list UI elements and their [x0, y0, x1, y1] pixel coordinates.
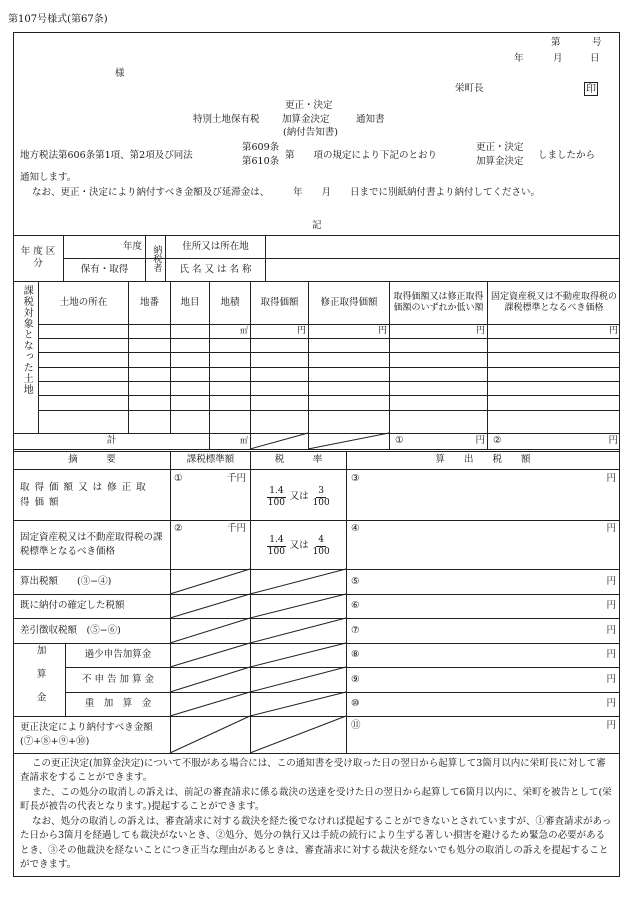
calc-row2-label: 固定資産税又は不動産取得税の課税標準となるべき価格 [20, 532, 163, 557]
land-total-unit-sqm: ㎡ [240, 436, 248, 446]
land-header-assessed-value: 固定資産税又は不動産取得税の課税標準となるべき価格 [490, 291, 617, 313]
nendo-field: 年度 [122, 240, 142, 252]
calc-row-computed-unit: 円 [606, 575, 616, 587]
note-lawsuit: また、この処分の取消しの訴えは、前記の審査請求に係る裁決の送達を受けた日の翌日から起算して6箇月以内に、栄町を被告として(栄町長が被告の代表となります。)提起することができます。 [20, 787, 612, 813]
kasan-kasho-unit: 円 [606, 649, 616, 661]
nendo-kubun-label: 年 度 区 分 [20, 245, 56, 269]
date-day: 日 [590, 53, 600, 64]
calc-row-net-label: 差引徴収税額 (⑤−⑥) [20, 624, 121, 636]
kasan-ju-num: ⑩ [351, 698, 360, 710]
intro-basis: 地方税法第606条第1項、第2項及び同法 [20, 150, 193, 161]
seal-mark: 印 [586, 84, 596, 95]
title-line3: (納付告知書) [283, 127, 338, 138]
calc-row2-result-num: ④ [351, 523, 360, 534]
land-total-yen-2: 円 [608, 435, 618, 447]
title-prefix: 特別土地保有税 [193, 114, 260, 125]
address-label: 住所又は所在地 [182, 240, 249, 252]
intro-sentence: なお、更正・決定により納付すべき金額及び延滞金は、 年 月 日までに別紙納付書より納付してください。 [32, 187, 541, 198]
land-unit-yen-3: 円 [475, 325, 485, 336]
land-total-label: 計 [106, 435, 117, 447]
name-label: 氏 名 又 は 名 称 [179, 263, 252, 275]
number-go: 号 [592, 37, 602, 48]
calc-row-net-unit: 円 [606, 624, 616, 636]
calc-diagonals [170, 569, 346, 753]
intro-mid: 第 項の規定により下記のとおり [285, 150, 438, 161]
calc-row-paid-label: 既に納付の確定した税額 [20, 600, 125, 612]
land-side-label: 課税対象となった土地 [21, 285, 33, 395]
land-total-diagonal-2 [308, 433, 389, 449]
calc-row-paid-unit: 円 [606, 600, 616, 612]
land-unit-yen-4: 円 [608, 325, 618, 336]
land-total-diagonal-1 [250, 433, 308, 449]
intro-option-kousei: 更正・決定 [476, 142, 524, 153]
calc-row-computed-num: ⑤ [351, 575, 360, 587]
calc-row1-result-unit: 円 [606, 473, 616, 484]
title-line1: 更正・決定 [285, 100, 333, 111]
kasan-label: 加算金 [34, 644, 46, 716]
intro-article-610: 第610条 [242, 156, 280, 167]
land-header-chiseki: 地積 [220, 296, 240, 308]
land-total-yen-1: 円 [475, 435, 485, 447]
land-unit-sqm: ㎡ [240, 326, 248, 336]
calc-row1-result-num: ③ [351, 473, 360, 484]
calc-row2-result-unit: 円 [606, 523, 616, 534]
land-header-corrected-price: 修正取得価額 [320, 296, 378, 308]
land-header-chiban: 地番 [139, 296, 159, 308]
calc-row1-label: 取 得 価 額 又 は 修 正 取 得 価 額 [20, 481, 147, 508]
hoyu-shutoku-field: 保有・取得 [80, 263, 129, 275]
land-header-lower-amount: 取得価額又は修正取得価額のいずれか低い額 [393, 291, 484, 313]
land-total-num-1: ① [395, 435, 404, 447]
calc-header-computed-tax: 算 出 税 額 [435, 454, 531, 466]
title-suffix: 通知書 [356, 114, 385, 125]
calc-row-paid-num: ⑥ [351, 600, 360, 612]
form-number: 第107号様式(第67条) [8, 14, 108, 25]
calc-final-label: 更正決定により納付すべき金額(⑦+⑧+⑨+⑩) [20, 722, 153, 747]
calc-row2-rate: $\frac{1.4}{100}$ 又は $\frac{4}{100}$ [267, 534, 330, 557]
date-month: 月 [553, 53, 563, 64]
intro-notify: 通知します。 [20, 172, 77, 183]
land-total-num-2: ② [493, 435, 502, 447]
calc-header-tax-base: 課税標準額 [186, 454, 235, 466]
note-exception: なお、処分の取消しの訴えは、審査請求に対する裁決を経た後でなければ提起することができないとされていますが、①審査請求があった日から3箇月を経過しても裁決がないとき、②処分、処分の執行又は手続の続行により生ずる著しい損害を避けるため緊急の必要があるとき、③その他裁決を経ないことにつき正当な理由があるときは、審査請求に対する裁決を経ないでも処分の取消しの訴えを提起することができます。 [20, 816, 612, 870]
land-unit-yen-2: 円 [377, 325, 387, 336]
calc-row-net-num: ⑦ [351, 624, 360, 636]
addressee-sama: 様 [115, 68, 125, 79]
kasan-kasho-label: 過少申告加算金 [84, 649, 152, 661]
intro-end: しましたから [538, 150, 596, 161]
calc-row2-unit: 千円 [226, 523, 246, 534]
kasan-fushinkoku-label: 不 申 告 加 算 金 [81, 673, 155, 685]
kasan-fushinkoku-num: ⑨ [351, 673, 360, 685]
kasan-kasho-num: ⑧ [351, 649, 360, 661]
intro-option-kasan: 加算金決定 [476, 156, 524, 167]
land-unit-yen-1: 円 [296, 325, 306, 336]
kasan-fushinkoku-unit: 円 [606, 673, 616, 685]
calc-row1-num: ① [174, 473, 183, 484]
kasan-ju-unit: 円 [606, 698, 616, 710]
calc-row1-rate: $\frac{1.4}{100}$ 又は $\frac{3}{100}$ [267, 485, 330, 508]
number-dai: 第 [551, 37, 561, 48]
land-header-location: 土地の所在 [59, 296, 108, 308]
taxpayer-label: 納税者 [151, 245, 162, 272]
calc-row-computed-label: 算出税額 (③−④) [20, 575, 112, 587]
date-year: 年 [514, 53, 524, 64]
land-header-chimoku: 地目 [180, 296, 200, 308]
mayor-name: 栄町長 [455, 83, 484, 94]
calc-final-num: ⑪ [351, 720, 361, 731]
calc-row1-unit: 千円 [226, 473, 246, 484]
calc-header-summary: 摘 要 [68, 454, 116, 466]
kasan-ju-label: 重 加 算 金 [84, 698, 152, 710]
calc-row2-num: ② [174, 523, 183, 534]
title-line2: 加算金決定 [282, 114, 330, 125]
calc-header-tax-rate: 税 率 [274, 454, 323, 466]
ki-label: 記 [312, 220, 322, 231]
calc-final-unit: 円 [606, 720, 616, 731]
intro-article-609: 第609条 [242, 142, 280, 153]
land-header-acquisition-price: 取得価額 [260, 296, 299, 308]
note-appeal: この更正決定(加算金決定)について不服がある場合には、この通知書を受け取った日の翌日から起算して3箇月以内に栄町長に対して審査請求をすることができます。 [20, 758, 606, 784]
